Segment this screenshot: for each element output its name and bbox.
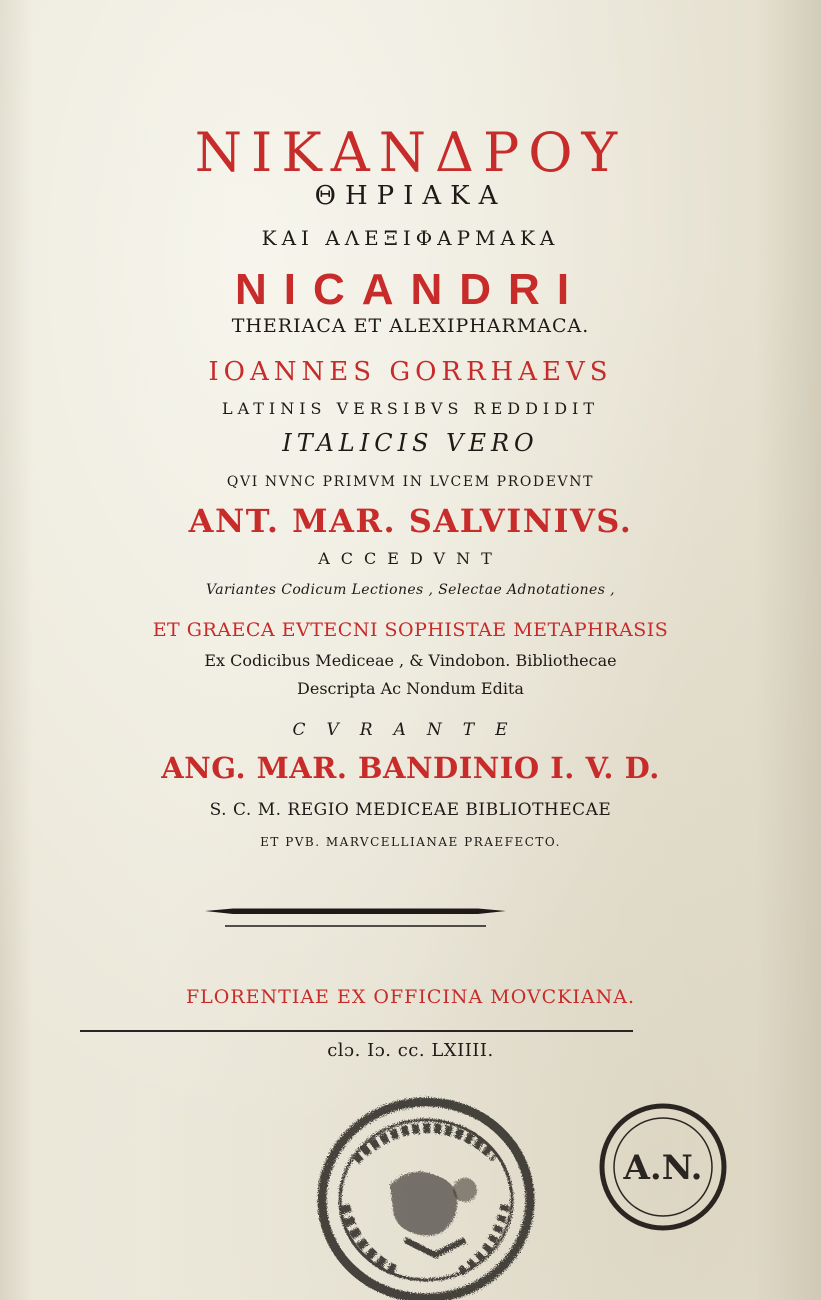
praefecto-line: ET PVB. MARVCELLIANAE PRAEFECTO. (260, 835, 561, 849)
salvinius-line: ANT. MAR. SALVINIVS. (188, 502, 633, 540)
graeca-line: ET GRAECA EVTECNI SOPHISTAE METAPHRASIS (152, 619, 669, 641)
greek-author-title: ΝΙΚΑΝΔΡΟΥ (194, 121, 627, 184)
editor-name: ANG. MAR. BANDINIO I. V. D. (161, 751, 660, 785)
translator-name: IOANNES GORRHAEVS (208, 357, 613, 387)
variantes-line: Variantes Codicum Lectiones , Selectae Adnotationes , (205, 582, 615, 598)
ornamental-rule (203, 903, 508, 933)
latin-subtitle: THERIACA ET ALEXIPHARMACA. (231, 315, 590, 337)
latin-author-title: NICANDRI (234, 265, 587, 314)
italicis-line: ITALICIS VERO (282, 429, 539, 457)
publication-date: clɔ. Iɔ. cc. LXIIII. (327, 1040, 494, 1061)
stamp-text: A.N. (623, 1148, 703, 1188)
greek-work-subtitle: ΚΑΙ ΑΛΕΞΙΦΑΡΜΑΚΑ (261, 226, 560, 250)
translator-note: LATINIS VERSIBVS REDDIDIT (221, 399, 600, 418)
editor-title-line: S. C. M. REGIO MEDICEAE BIBLIOTHECAE (209, 800, 612, 820)
curante-line: CVRANTE (292, 720, 529, 740)
ex-codicibus-line: Ex Codicibus Mediceae , & Vindobon. Bibliothecae (204, 651, 617, 670)
descripta-line: Descripta Ac Nondum Edita (297, 679, 524, 698)
library-stamp-round (315, 1090, 537, 1300)
greek-work-title: ΘΗΡΙΑΚΑ (314, 181, 507, 211)
imprint-rule (80, 1030, 633, 1032)
imprint-line: FLORENTIAE EX OFFICINA MOVCKIANA. (185, 986, 636, 1008)
accedunt-line: ACCEDVNT (318, 549, 503, 568)
library-stamp-small (596, 1100, 730, 1234)
qui-line: QVI NVNC PRIMVM IN LVCEM PRODEVNT (226, 474, 595, 490)
